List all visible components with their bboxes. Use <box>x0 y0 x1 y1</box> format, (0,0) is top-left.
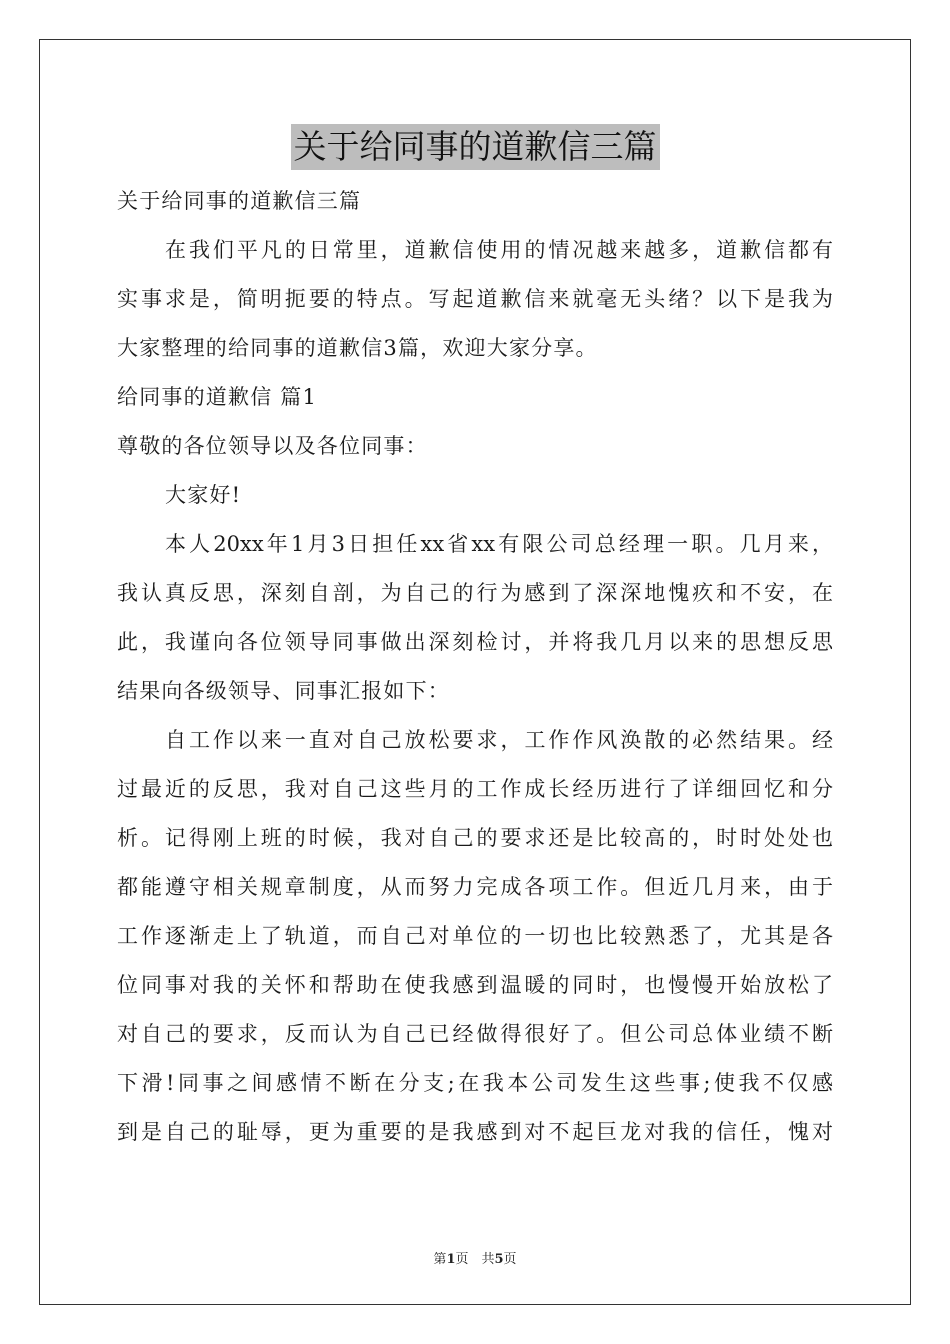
text-line: 析。记得刚上班的时候，我对自己的要求还是比较高的，时时处处也 <box>117 826 833 850</box>
text-line: 过最近的反思，我对自己这些月的工作成长经历进行了详细回忆和分 <box>117 777 833 801</box>
text-line: 到是自己的耻辱，更为重要的是我感到对不起巨龙对我的信任，愧对 <box>117 1120 833 1144</box>
text-line: 此，我谨向各位领导同事做出深刻检讨，并将我几月以来的思想反思 <box>117 630 833 654</box>
text-line: 位同事对我的关怀和帮助在使我感到温暖的同时，也慢慢开始放松了 <box>117 973 833 997</box>
text-line: 下滑!同事之间感情不断在分支;在我本公司发生这些事;使我不仅感 <box>117 1071 833 1095</box>
document-body <box>117 177 833 1157</box>
text-line: 我认真反思，深刻自剖，为自己的行为感到了深深地愧疚和不安，在 <box>117 581 833 605</box>
text-line: 尊敬的各位领导以及各位同事： <box>117 434 428 458</box>
text-line: 自工作以来一直对自己放松要求，工作作风涣散的必然结果。经 <box>165 728 833 752</box>
text-line: 本人20xx年1月3日担任xx省xx有限公司总经理一职。几月来， <box>165 532 833 556</box>
page-footer <box>0 1248 950 1267</box>
text-line: 结果向各级领导、同事汇报如下： <box>117 679 450 703</box>
text-line: 在我们平凡的日常里，道歉信使用的情况越来越多，道歉信都有 <box>165 238 833 262</box>
footer-prefix: 第 <box>433 1252 447 1267</box>
document-title: 关于给同事的道歉信三篇 <box>291 124 660 170</box>
footer-mid: 页 共 <box>455 1252 495 1267</box>
footer-suffix: 页 <box>503 1252 517 1267</box>
text-line: 对自己的要求，反而认为自己已经做得很好了。但公司总体业绩不断 <box>117 1022 833 1046</box>
text-line: 给同事的道歉信 篇1 <box>117 385 318 409</box>
text-line: 都能遵守相关规章制度，从而努力完成各项工作。但近几月来，由于 <box>117 875 833 899</box>
text-line: 大家整理的给同事的道歉信3篇，欢迎大家分享。 <box>117 336 598 360</box>
text-line: 关于给同事的道歉信三篇 <box>117 189 362 213</box>
footer-current-page: 1 <box>446 1252 456 1267</box>
title-container <box>0 124 950 170</box>
text-line: 工作逐渐走上了轨道，而自己对单位的一切也比较熟悉了，尤其是各 <box>117 924 833 948</box>
text-line: 大家好! <box>165 483 242 507</box>
text-line: 实事求是，简明扼要的特点。写起道歉信来就毫无头绪？以下是我为 <box>117 287 833 311</box>
footer-total-pages: 5 <box>494 1252 504 1267</box>
